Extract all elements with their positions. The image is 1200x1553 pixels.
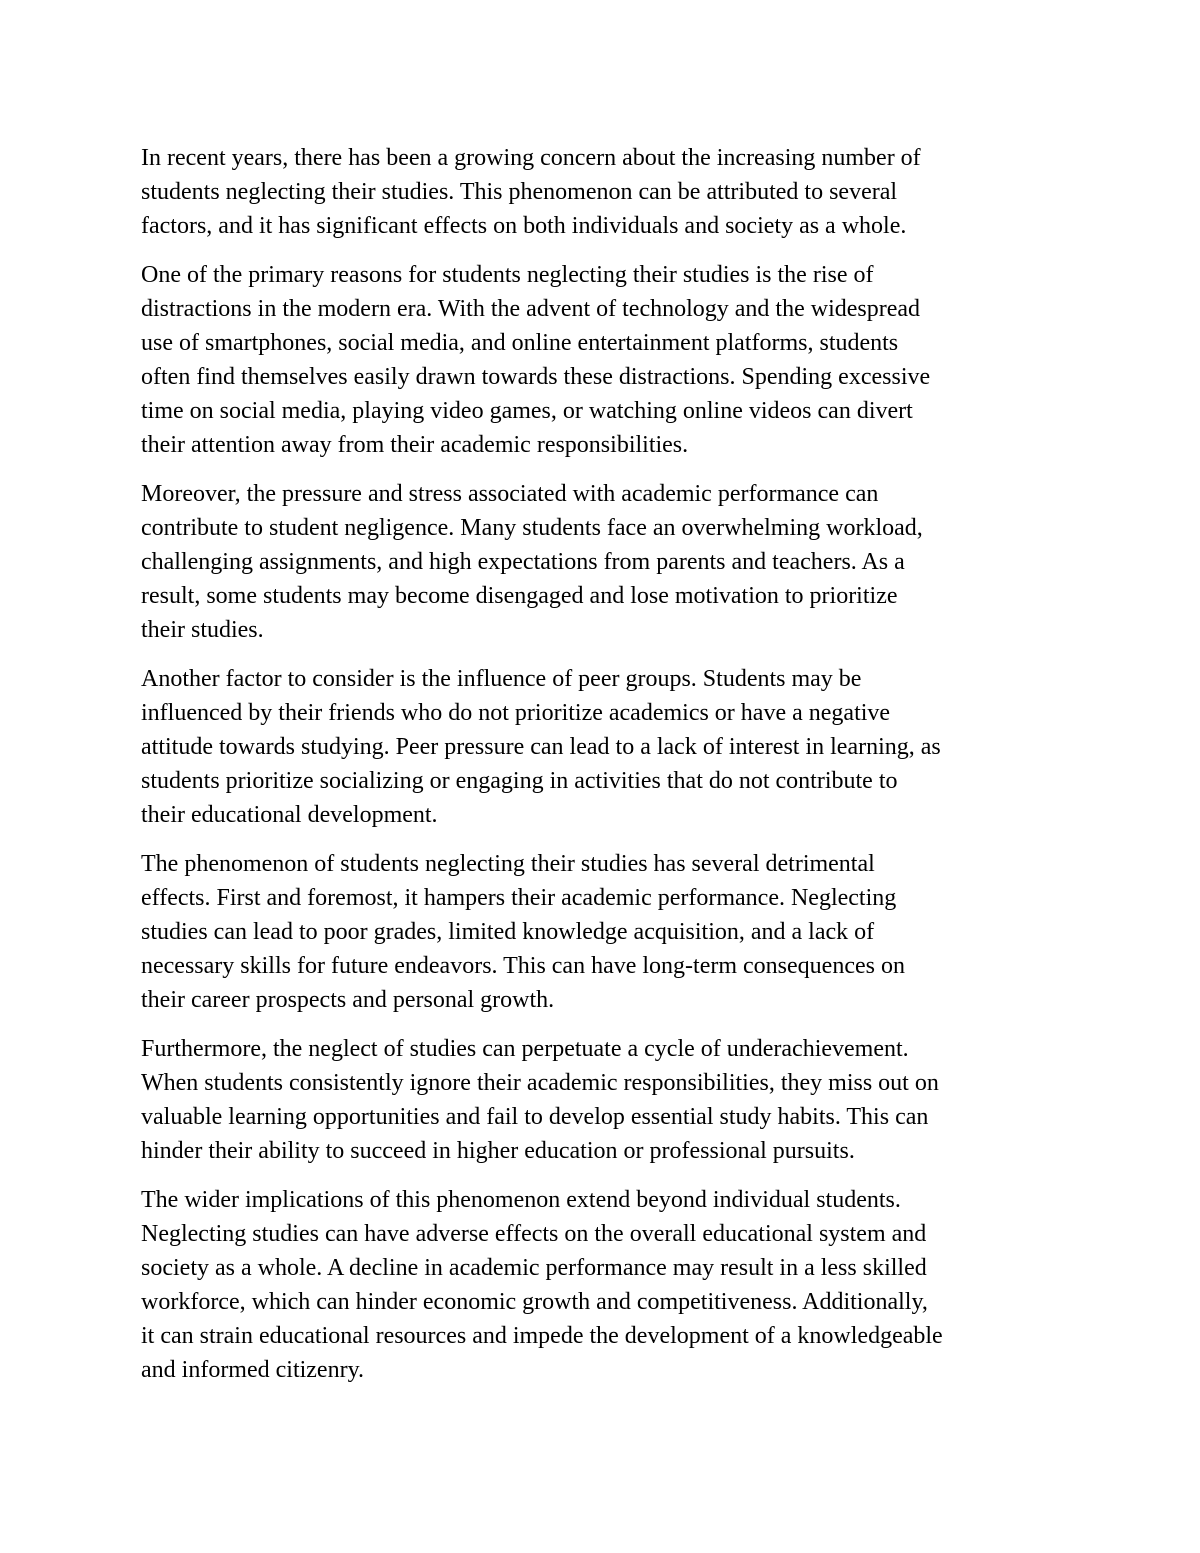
paragraph-6: Furthermore, the neglect of studies can perpetuate a cycle of underachievement. When students consistently ignore their academic responsibilities, they miss out on valuable learning opportunities and fail to develop essential study habits. This can hinder their ability to succeed in higher education or professional pursuits. bbox=[141, 1036, 939, 1164]
paragraph-1: In recent years, there has been a growing concern about the increasing number of students neglecting their studies. This phenomenon can be attributed to several factors, and it has significant effects on both individuals and society as a whole. bbox=[141, 145, 921, 239]
paragraph-5: The phenomenon of students neglecting their studies has several detrimental effects. First and foremost, it hampers their academic performance. Neglecting studies can lead to poor grades, limited knowledge acquisition, and a lack of necessary skills for future endeavors. This can have long-term consequences on their career prospects and personal growth. bbox=[141, 851, 905, 1013]
paragraph-7: The wider implications of this phenomenon extend beyond individual students. Neglecting studies can have adverse effects on the overall educational system and society as a whole. A decline in academic performance may result in a less skilled workforce, which can hinder economic growth and competitiveness. Additionally, it can strain educational resources and impede the development of a knowledgeable and informed citizenry. bbox=[141, 1187, 943, 1383]
paragraph-4: Another factor to consider is the influence of peer groups. Students may be influenced by their friends who do not prioritize academics or have a negative attitude towards studying. Peer pressure can lead to a lack of interest in learning, as students prioritize socializing or engaging in activities that do not contribute to their educational development. bbox=[141, 666, 941, 828]
paragraph-2: One of the primary reasons for students neglecting their studies is the rise of distractions in the modern era. With the advent of technology and the widespread use of smartphones, social media, and online entertainment platforms, students often find themselves easily drawn towards these distractions. Spending excessive time on social media, playing video games, or watching online videos can divert their attention away from their academic responsibilities. bbox=[141, 262, 931, 458]
paragraph-3: Moreover, the pressure and stress associated with academic performance can contribute to student negligence. Many students face an overwhelming workload, challenging assignments, and high expectations from parents and teachers. As a result, some students may become disengaged and lose motivation to prioritize their studies. bbox=[141, 481, 923, 643]
